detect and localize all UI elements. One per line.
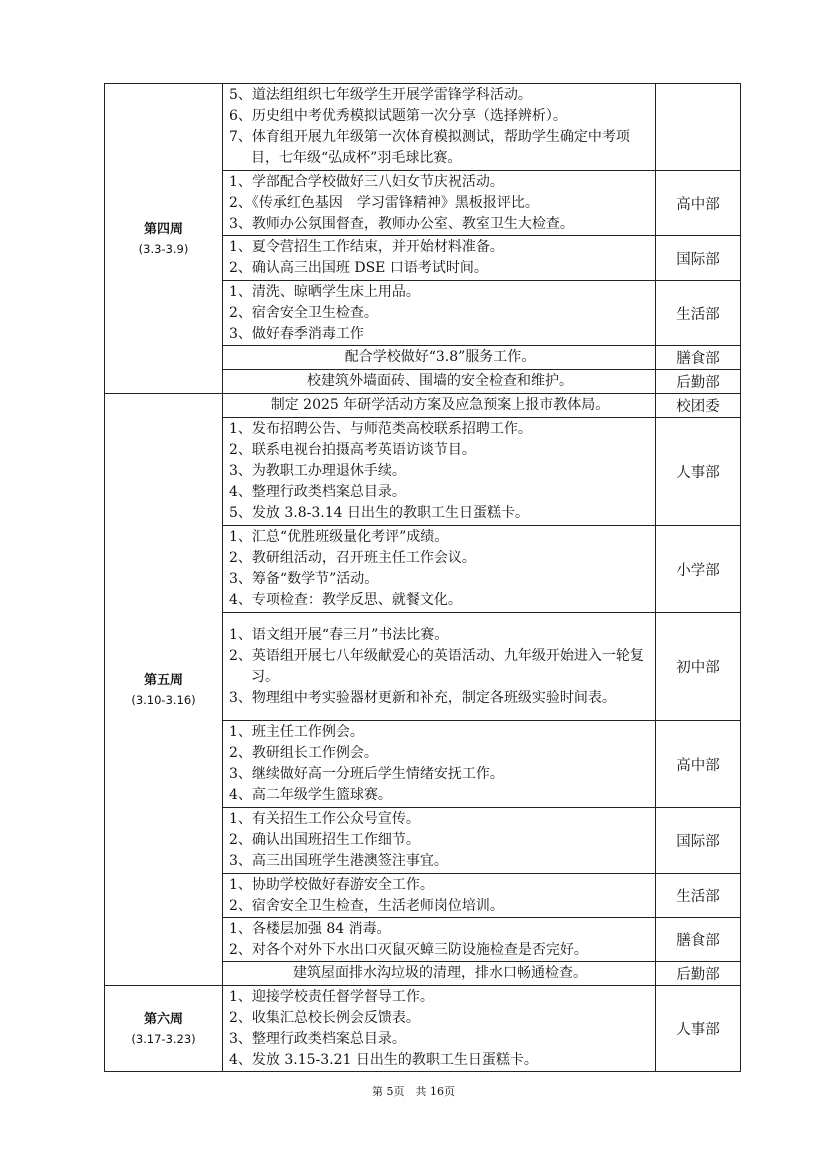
list-item: 1、发布招聘公告、与师范类高校联系招聘工作。 [229, 421, 532, 437]
list-item: 1、夏令营招生工作结束，并开始材料准备。 [229, 239, 504, 255]
dept-cell: 后勤部 [656, 370, 741, 394]
list-item: 3、高三出国班学生港澳签注事宜。 [229, 853, 448, 869]
list-item: 2、教研组长工作例会。 [229, 745, 378, 761]
dept-cell: 人事部 [656, 986, 741, 1072]
week-range: (3.17-3.23) [131, 1031, 196, 1046]
week-range: (3.3-3.9) [138, 241, 189, 256]
table-row [105, 84, 741, 171]
dept-cell: 高中部 [656, 721, 741, 808]
items-cell [223, 808, 656, 874]
list-item: 3、为教职工办理退休手续。 [229, 463, 406, 479]
list-item: 1、协助学校做好春游安全工作。 [229, 876, 434, 893]
list-item: 校建筑外墙面砖、围墙的安全检查和维护。 [307, 373, 573, 389]
list-item: 1、班主任工作例会。 [229, 724, 364, 740]
items-cell [223, 236, 656, 281]
list-item: 4、发放 3.15-3.21 日出生的教职工生日蛋糕卡。 [229, 1051, 538, 1068]
dept-cell: 国际部 [656, 808, 741, 874]
items-cell [223, 281, 656, 346]
week-cell-w5 [105, 394, 223, 986]
list-item: 配合学校做好“3.8”服务工作。 [344, 349, 536, 365]
items-cell [223, 418, 656, 526]
dept-cell: 后勤部 [656, 962, 741, 986]
dept-cell: 国际部 [656, 236, 741, 281]
list-item: 2、宿舍安全卫生检查，生活老师岗位培训。 [229, 897, 504, 914]
list-item: 1、有关招生工作公众号宣传。 [229, 811, 420, 827]
list-item: 1、汇总“优胜班级量化考评”成绩。 [229, 529, 449, 545]
list-item: 2、确认高三出国班 DSE 口语考试时间。 [229, 260, 488, 276]
list-item: 2、对各个对外下水出口灭鼠灭蟑三防设施检查是否完好。 [229, 941, 588, 958]
table-row [105, 394, 741, 418]
dept-cell: 生活部 [656, 281, 741, 346]
list-item: 2、宿舍安全卫生检查。 [229, 304, 378, 321]
list-item: 3、整理行政类档案总目录。 [229, 1030, 406, 1047]
items-cell [223, 962, 656, 986]
items-cell [223, 394, 656, 418]
page-footer: 第 5页 共 16页 [372, 1085, 455, 1098]
week-cell-w6 [105, 986, 223, 1072]
list-item: 5、发放 3.8-3.14 日出生的教职工生日蛋糕卡。 [229, 505, 529, 521]
list-item: 3、做好春季消毒工作 [229, 325, 364, 342]
items-cell [223, 171, 656, 236]
list-item: 3、继续做好高一分班后学生情绪安抚工作。 [229, 766, 504, 782]
list-item: 1、清洗、晾晒学生床上用品。 [229, 283, 420, 300]
dept-cell: 校团委 [656, 394, 741, 418]
week-name: 第五周 [143, 672, 183, 688]
list-item: 2、教研组活动，召开班主任工作会议。 [229, 550, 476, 566]
items-cell [223, 84, 656, 171]
week-name: 第六周 [143, 1011, 183, 1027]
items-cell [223, 346, 656, 370]
week-cell-w4 [105, 84, 223, 394]
list-item: 2、英语组开展七八年级献爱心的英语活动、九年级开始进入一轮复习。 [229, 647, 644, 685]
list-item: 2、收集汇总校长例会反馈表。 [229, 1009, 420, 1026]
list-item: 1、语文组开展“春三月”书法比赛。 [229, 626, 449, 643]
list-item: 制定 2025 年研学活动方案及应急预案上报市教体局。 [270, 397, 610, 413]
list-item: 7、体育组开展九年级第一次体育模拟测试，帮助学生确定中考项目，七年级“弘成杯”羽毛球比赛。 [229, 129, 630, 166]
dept-cell: 膳食部 [656, 346, 741, 370]
dept-cell: 小学部 [656, 526, 741, 613]
list-item: 3、物理组中考实验器材更新和补充，制定各班级实验时间表。 [229, 689, 616, 706]
items-cell [223, 918, 656, 962]
dept-cell: 高中部 [656, 171, 741, 236]
list-item: 4、专项检查：教学反思、就餐文化。 [229, 592, 462, 608]
list-item: 2、确认出国班招生工作细节。 [229, 832, 420, 848]
items-cell [223, 874, 656, 918]
list-item: 3、教师办公氛围督查，教师办公室、教室卫生大检查。 [229, 215, 574, 232]
list-item: 6、历史组中考优秀模拟试题第一次分享（选择辨析）。 [229, 108, 567, 124]
list-item: 1、学部配合学校做好三八妇女节庆祝活动。 [229, 173, 504, 190]
list-item: 5、道法组组织七年级学生开展学雷锋学科活动。 [229, 87, 532, 103]
list-item: 4、高二年级学生篮球赛。 [229, 787, 392, 803]
list-item: 4、整理行政类档案总目录。 [229, 484, 406, 500]
list-item: 1、各楼层加强 84 消毒。 [229, 920, 391, 937]
week-range: (3.10-3.16) [131, 692, 196, 707]
items-cell [223, 721, 656, 808]
items-cell [223, 986, 656, 1072]
list-item: 1、迎接学校责任督学督导工作。 [229, 988, 434, 1005]
dept-cell: 膳食部 [656, 918, 741, 962]
dept-cell: 人事部 [656, 418, 741, 526]
items-cell [223, 613, 656, 721]
list-item: 3、筹备“数学节”活动。 [229, 571, 379, 587]
weekly-schedule-table [104, 83, 741, 1072]
week-name: 第四周 [143, 221, 183, 237]
table-row [105, 986, 741, 1072]
items-cell [223, 526, 656, 613]
dept-cell [656, 84, 741, 171]
dept-cell: 生活部 [656, 874, 741, 918]
list-item: 2、联系电视台拍摄高考英语访谈节目。 [229, 442, 476, 458]
list-item: 建筑屋面排水沟垃圾的清理，排水口畅通检查。 [293, 965, 587, 981]
dept-cell: 初中部 [656, 613, 741, 721]
list-item: 2、《传承红色基因 学习雷锋精神》黑板报评比。 [229, 194, 539, 211]
items-cell [223, 370, 656, 394]
